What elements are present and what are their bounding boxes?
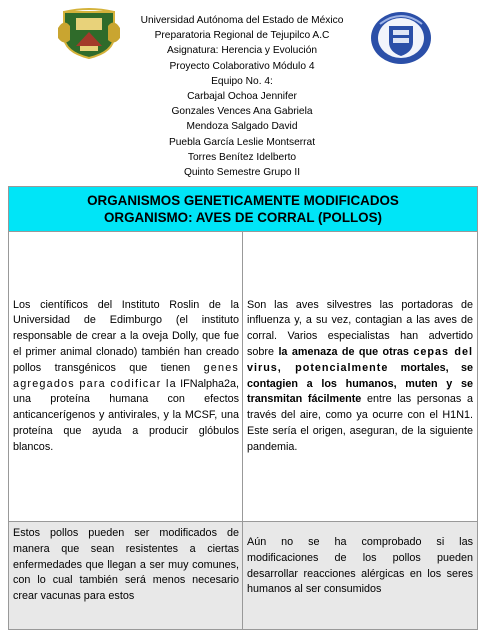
transgenic-chickens-cell — [9, 232, 243, 522]
cell-bold-text: cepas del virus, potencialmente — [247, 345, 473, 374]
disease-resistance-cell: Estos pollos pueden ser modificados de manera que sean resistentes a ciertas enfermedades que llegan a ser muy comunes, con lo cual también será menos necesario crear vacunas para estos — [9, 522, 243, 630]
table-title-line2: ORGANISMO: AVES DE CORRAL (POLLOS) — [104, 210, 382, 225]
avian-influenza-cell — [243, 232, 478, 522]
header-text-block — [110, 13, 374, 180]
cell-bold-text: mortales, se contagien a los humanos, muten y se transmitan fácilmente — [247, 361, 473, 406]
cell-text: Los científicos del Instituto Roslin de la Universidad de Edimburgo (el instituto responsable de crear a la oveja Dolly, que fue el primer animal clonado) también han creado pollos transgénicos que tienen — [13, 298, 239, 374]
semester-group: Quinto Semestre Grupo II — [183, 167, 301, 179]
cell-bold-text: la amenaza de que otras — [278, 345, 409, 358]
team-member: Mendoza Salgado David — [186, 121, 298, 133]
table-row — [9, 522, 478, 630]
team-number: Equipo No. 4: — [211, 75, 273, 87]
table-row — [9, 232, 478, 522]
allergy-concerns-cell: Aún no se ha comprobado si las modificaciones de los pollos pueden desarrollar reacciones alérgicas en los seres humanos al ser consumidos — [243, 522, 478, 630]
subject-line: Asignatura: Herencia y Evolución — [166, 45, 318, 57]
cell-text: IFNalpha2a, una proteína humana con efectos anticancerígenos y antivirales, y la MCSF, una proteína que ayuda a producir glóbulos blancos. — [13, 377, 239, 453]
document-header — [0, 0, 484, 186]
table-title-row — [9, 187, 478, 232]
team-member: Carbajal Ochoa Jennifer — [187, 91, 297, 103]
cell-text: Son las aves silvestres las portadoras de influenza y, a su vez, contagian a las aves de corral. Varios especialistas han advertido sobre — [247, 298, 473, 358]
school-name: Preparatoria Regional de Tejupilco A.C — [154, 30, 330, 42]
table-title-line1: ORGANISMOS GENETICAMENTE MODIFICADOS — [87, 193, 399, 208]
cell-text: genes agregados para codificar la — [13, 361, 240, 390]
team-member: Puebla García Leslie Montserrat — [168, 136, 316, 148]
team-member: Gonzales Vences Ana Gabriela — [171, 106, 313, 118]
university-name: Universidad Autónoma del Estado de México — [140, 15, 344, 26]
cell-text: entre las personas a través del aire, como ya ocurre con el H1N1. Este sería el origen, aseguran, de la siguiente pandemia. — [247, 393, 473, 453]
table-title-cell — [9, 187, 478, 232]
gmo-info-table — [8, 186, 478, 630]
team-member: Torres Benítez Idelberto — [187, 151, 297, 163]
university-emblem-logo — [368, 10, 434, 66]
project-line: Proyecto Colaborativo Módulo 4 — [169, 60, 315, 72]
